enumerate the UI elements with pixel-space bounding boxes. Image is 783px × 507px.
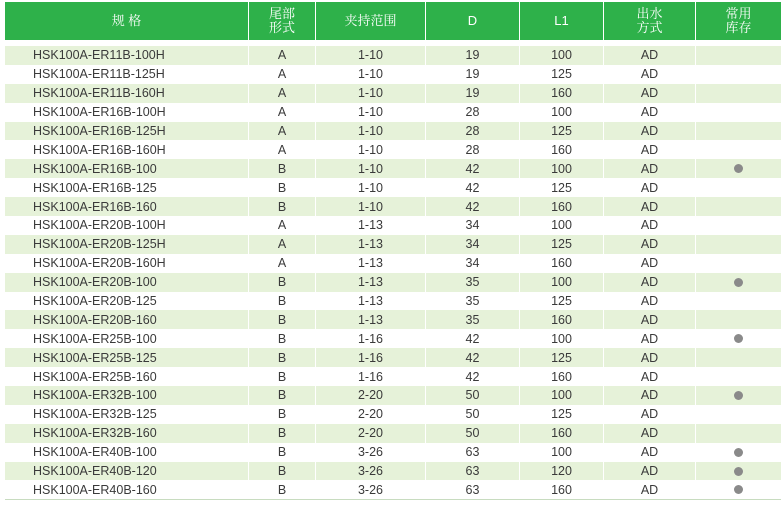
cell-stock bbox=[696, 103, 781, 122]
header-clamp-range: 夹持范围 bbox=[316, 2, 426, 40]
cell-clamp-range: 1-13 bbox=[316, 216, 426, 235]
cell-spec: HSK100A-ER20B-160H bbox=[5, 254, 249, 273]
cell-clamp-range: 3-26 bbox=[316, 480, 426, 499]
table-row bbox=[5, 65, 781, 84]
cell-l1: 120 bbox=[520, 462, 604, 481]
cell-coolant: AD bbox=[604, 424, 696, 443]
cell-l1: 160 bbox=[520, 310, 604, 329]
cell-clamp-range: 1-13 bbox=[316, 235, 426, 254]
cell-tail-type: B bbox=[249, 273, 316, 292]
cell-clamp-range: 1-10 bbox=[316, 65, 426, 84]
cell-l1: 100 bbox=[520, 443, 604, 462]
cell-coolant: AD bbox=[604, 405, 696, 424]
cell-l1: 160 bbox=[520, 480, 604, 499]
cell-tail-type: A bbox=[249, 254, 316, 273]
cell-coolant: AD bbox=[604, 480, 696, 499]
cell-clamp-range: 1-13 bbox=[316, 254, 426, 273]
cell-l1: 100 bbox=[520, 159, 604, 178]
cell-stock bbox=[696, 178, 781, 197]
cell-clamp-range: 1-10 bbox=[316, 103, 426, 122]
cell-stock bbox=[696, 462, 781, 481]
cell-l1: 125 bbox=[520, 178, 604, 197]
cell-d: 19 bbox=[426, 65, 520, 84]
cell-stock bbox=[696, 424, 781, 443]
table-row bbox=[5, 329, 781, 348]
cell-coolant: AD bbox=[604, 122, 696, 141]
cell-coolant: AD bbox=[604, 386, 696, 405]
table-row bbox=[5, 140, 781, 159]
cell-spec: HSK100A-ER16B-125H bbox=[5, 122, 249, 141]
cell-d: 42 bbox=[426, 178, 520, 197]
cell-spec: HSK100A-ER40B-120 bbox=[5, 462, 249, 481]
header-coolant: 出水 方式 bbox=[604, 2, 696, 40]
cell-coolant: AD bbox=[604, 348, 696, 367]
cell-spec: HSK100A-ER20B-125H bbox=[5, 235, 249, 254]
table-body bbox=[5, 46, 781, 499]
table-row bbox=[5, 462, 781, 481]
cell-coolant: AD bbox=[604, 84, 696, 103]
cell-d: 50 bbox=[426, 424, 520, 443]
cell-clamp-range: 1-13 bbox=[316, 273, 426, 292]
cell-stock bbox=[696, 216, 781, 235]
cell-l1: 100 bbox=[520, 329, 604, 348]
cell-clamp-range: 1-16 bbox=[316, 329, 426, 348]
header-spec: 规 格 bbox=[5, 2, 249, 40]
table-row bbox=[5, 178, 781, 197]
table-row bbox=[5, 443, 781, 462]
cell-l1: 100 bbox=[520, 46, 604, 65]
cell-stock bbox=[696, 159, 781, 178]
cell-clamp-range: 1-10 bbox=[316, 140, 426, 159]
cell-coolant: AD bbox=[604, 254, 696, 273]
cell-stock bbox=[696, 254, 781, 273]
cell-d: 35 bbox=[426, 292, 520, 311]
table-header bbox=[5, 2, 781, 40]
cell-spec: HSK100A-ER11B-125H bbox=[5, 65, 249, 84]
cell-coolant: AD bbox=[604, 65, 696, 84]
cell-clamp-range: 1-10 bbox=[316, 122, 426, 141]
cell-spec: HSK100A-ER40B-100 bbox=[5, 443, 249, 462]
table-row bbox=[5, 216, 781, 235]
cell-stock bbox=[696, 84, 781, 103]
cell-stock bbox=[696, 140, 781, 159]
table-row bbox=[5, 122, 781, 141]
cell-d: 34 bbox=[426, 235, 520, 254]
table-row bbox=[5, 273, 781, 292]
table-row bbox=[5, 197, 781, 216]
cell-d: 34 bbox=[426, 254, 520, 273]
cell-stock bbox=[696, 46, 781, 65]
cell-spec: HSK100A-ER16B-100H bbox=[5, 103, 249, 122]
cell-tail-type: A bbox=[249, 235, 316, 254]
cell-coolant: AD bbox=[604, 310, 696, 329]
header-d: D bbox=[426, 2, 520, 40]
cell-clamp-range: 2-20 bbox=[316, 405, 426, 424]
stock-dot-icon bbox=[734, 278, 743, 287]
cell-stock bbox=[696, 348, 781, 367]
cell-d: 35 bbox=[426, 273, 520, 292]
stock-dot-icon bbox=[734, 467, 743, 476]
cell-clamp-range: 2-20 bbox=[316, 386, 426, 405]
table-row bbox=[5, 254, 781, 273]
cell-d: 42 bbox=[426, 159, 520, 178]
cell-stock bbox=[696, 122, 781, 141]
cell-stock bbox=[696, 65, 781, 84]
cell-tail-type: B bbox=[249, 386, 316, 405]
cell-spec: HSK100A-ER32B-100 bbox=[5, 386, 249, 405]
cell-spec: HSK100A-ER25B-125 bbox=[5, 348, 249, 367]
table-row bbox=[5, 405, 781, 424]
cell-l1: 100 bbox=[520, 103, 604, 122]
cell-l1: 160 bbox=[520, 254, 604, 273]
cell-spec: HSK100A-ER11B-100H bbox=[5, 46, 249, 65]
cell-spec: HSK100A-ER32B-125 bbox=[5, 405, 249, 424]
cell-spec: HSK100A-ER20B-125 bbox=[5, 292, 249, 311]
stock-dot-icon bbox=[734, 391, 743, 400]
bottom-rule bbox=[5, 499, 781, 500]
header-stock: 常用 库存 bbox=[725, 6, 752, 35]
cell-spec: HSK100A-ER25B-100 bbox=[5, 329, 249, 348]
cell-tail-type: A bbox=[249, 122, 316, 141]
cell-d: 42 bbox=[426, 197, 520, 216]
cell-tail-type: A bbox=[249, 103, 316, 122]
cell-stock bbox=[696, 273, 781, 292]
cell-clamp-range: 1-10 bbox=[316, 197, 426, 216]
cell-clamp-range: 3-26 bbox=[316, 443, 426, 462]
table-row bbox=[5, 310, 781, 329]
cell-stock bbox=[696, 386, 781, 405]
cell-stock bbox=[696, 197, 781, 216]
cell-coolant: AD bbox=[604, 46, 696, 65]
table-row bbox=[5, 348, 781, 367]
cell-tail-type: A bbox=[249, 140, 316, 159]
cell-l1: 160 bbox=[520, 197, 604, 216]
cell-tail-type: B bbox=[249, 310, 316, 329]
cell-d: 28 bbox=[426, 103, 520, 122]
cell-d: 42 bbox=[426, 367, 520, 386]
stock-dot-icon bbox=[734, 448, 743, 457]
cell-l1: 160 bbox=[520, 84, 604, 103]
table-row bbox=[5, 159, 781, 178]
cell-clamp-range: 1-16 bbox=[316, 367, 426, 386]
cell-tail-type: A bbox=[249, 46, 316, 65]
cell-clamp-range: 1-10 bbox=[316, 178, 426, 197]
cell-tail-type: B bbox=[249, 424, 316, 443]
cell-clamp-range: 1-10 bbox=[316, 84, 426, 103]
stock-dot-icon bbox=[734, 164, 743, 173]
cell-d: 28 bbox=[426, 122, 520, 141]
cell-stock bbox=[696, 292, 781, 311]
cell-tail-type: A bbox=[249, 84, 316, 103]
spec-table bbox=[5, 2, 781, 500]
cell-clamp-range: 3-26 bbox=[316, 462, 426, 481]
cell-coolant: AD bbox=[604, 197, 696, 216]
cell-d: 50 bbox=[426, 386, 520, 405]
cell-stock bbox=[696, 405, 781, 424]
cell-clamp-range: 1-10 bbox=[316, 46, 426, 65]
cell-clamp-range: 1-13 bbox=[316, 292, 426, 311]
cell-tail-type: B bbox=[249, 329, 316, 348]
cell-d: 19 bbox=[426, 84, 520, 103]
cell-coolant: AD bbox=[604, 367, 696, 386]
cell-tail-type: B bbox=[249, 197, 316, 216]
cell-l1: 160 bbox=[520, 424, 604, 443]
cell-coolant: AD bbox=[604, 235, 696, 254]
cell-l1: 125 bbox=[520, 405, 604, 424]
header-l1: L1 bbox=[520, 2, 604, 40]
cell-tail-type: B bbox=[249, 348, 316, 367]
cell-spec: HSK100A-ER20B-100H bbox=[5, 216, 249, 235]
cell-spec: HSK100A-ER11B-160H bbox=[5, 84, 249, 103]
cell-d: 42 bbox=[426, 348, 520, 367]
cell-coolant: AD bbox=[604, 273, 696, 292]
cell-d: 63 bbox=[426, 480, 520, 499]
table-row bbox=[5, 424, 781, 443]
header-tail-type: 尾部 形式 bbox=[249, 2, 316, 40]
cell-tail-type: B bbox=[249, 462, 316, 481]
cell-tail-type: A bbox=[249, 65, 316, 84]
cell-spec: HSK100A-ER16B-160H bbox=[5, 140, 249, 159]
cell-stock bbox=[696, 310, 781, 329]
cell-l1: 100 bbox=[520, 386, 604, 405]
table-row bbox=[5, 367, 781, 386]
cell-tail-type: B bbox=[249, 480, 316, 499]
cell-spec: HSK100A-ER16B-160 bbox=[5, 197, 249, 216]
cell-spec: HSK100A-ER40B-160 bbox=[5, 480, 249, 499]
cell-spec: HSK100A-ER20B-160 bbox=[5, 310, 249, 329]
stock-dot-icon bbox=[734, 485, 743, 494]
cell-l1: 160 bbox=[520, 140, 604, 159]
cell-l1: 100 bbox=[520, 273, 604, 292]
cell-d: 63 bbox=[426, 462, 520, 481]
cell-spec: HSK100A-ER25B-160 bbox=[5, 367, 249, 386]
cell-tail-type: B bbox=[249, 292, 316, 311]
cell-coolant: AD bbox=[604, 103, 696, 122]
cell-clamp-range: 1-10 bbox=[316, 159, 426, 178]
cell-spec: HSK100A-ER20B-100 bbox=[5, 273, 249, 292]
cell-tail-type: B bbox=[249, 159, 316, 178]
table-row bbox=[5, 103, 781, 122]
cell-l1: 125 bbox=[520, 65, 604, 84]
cell-clamp-range: 1-16 bbox=[316, 348, 426, 367]
table-row bbox=[5, 46, 781, 65]
cell-d: 28 bbox=[426, 140, 520, 159]
cell-spec: HSK100A-ER16B-100 bbox=[5, 159, 249, 178]
cell-stock bbox=[696, 329, 781, 348]
cell-l1: 125 bbox=[520, 122, 604, 141]
cell-tail-type: B bbox=[249, 443, 316, 462]
cell-d: 63 bbox=[426, 443, 520, 462]
cell-spec: HSK100A-ER32B-160 bbox=[5, 424, 249, 443]
cell-stock bbox=[696, 235, 781, 254]
cell-clamp-range: 1-13 bbox=[316, 310, 426, 329]
cell-coolant: AD bbox=[604, 292, 696, 311]
cell-spec: HSK100A-ER16B-125 bbox=[5, 178, 249, 197]
table-row bbox=[5, 386, 781, 405]
cell-l1: 125 bbox=[520, 235, 604, 254]
cell-coolant: AD bbox=[604, 462, 696, 481]
table-row bbox=[5, 84, 781, 103]
cell-tail-type: A bbox=[249, 216, 316, 235]
cell-coolant: AD bbox=[604, 216, 696, 235]
cell-l1: 125 bbox=[520, 292, 604, 311]
cell-clamp-range: 2-20 bbox=[316, 424, 426, 443]
table-row bbox=[5, 292, 781, 311]
table-row bbox=[5, 235, 781, 254]
cell-l1: 125 bbox=[520, 348, 604, 367]
cell-l1: 100 bbox=[520, 216, 604, 235]
cell-d: 35 bbox=[426, 310, 520, 329]
stock-dot-icon bbox=[734, 334, 743, 343]
cell-d: 19 bbox=[426, 46, 520, 65]
cell-coolant: AD bbox=[604, 443, 696, 462]
cell-stock bbox=[696, 480, 781, 499]
cell-tail-type: B bbox=[249, 178, 316, 197]
table-row bbox=[5, 480, 781, 499]
cell-d: 34 bbox=[426, 216, 520, 235]
cell-stock bbox=[696, 367, 781, 386]
cell-l1: 160 bbox=[520, 367, 604, 386]
cell-d: 50 bbox=[426, 405, 520, 424]
cell-tail-type: B bbox=[249, 367, 316, 386]
cell-coolant: AD bbox=[604, 329, 696, 348]
cell-d: 42 bbox=[426, 329, 520, 348]
cell-stock bbox=[696, 443, 781, 462]
cell-coolant: AD bbox=[604, 159, 696, 178]
cell-coolant: AD bbox=[604, 178, 696, 197]
cell-coolant: AD bbox=[604, 140, 696, 159]
cell-tail-type: B bbox=[249, 405, 316, 424]
